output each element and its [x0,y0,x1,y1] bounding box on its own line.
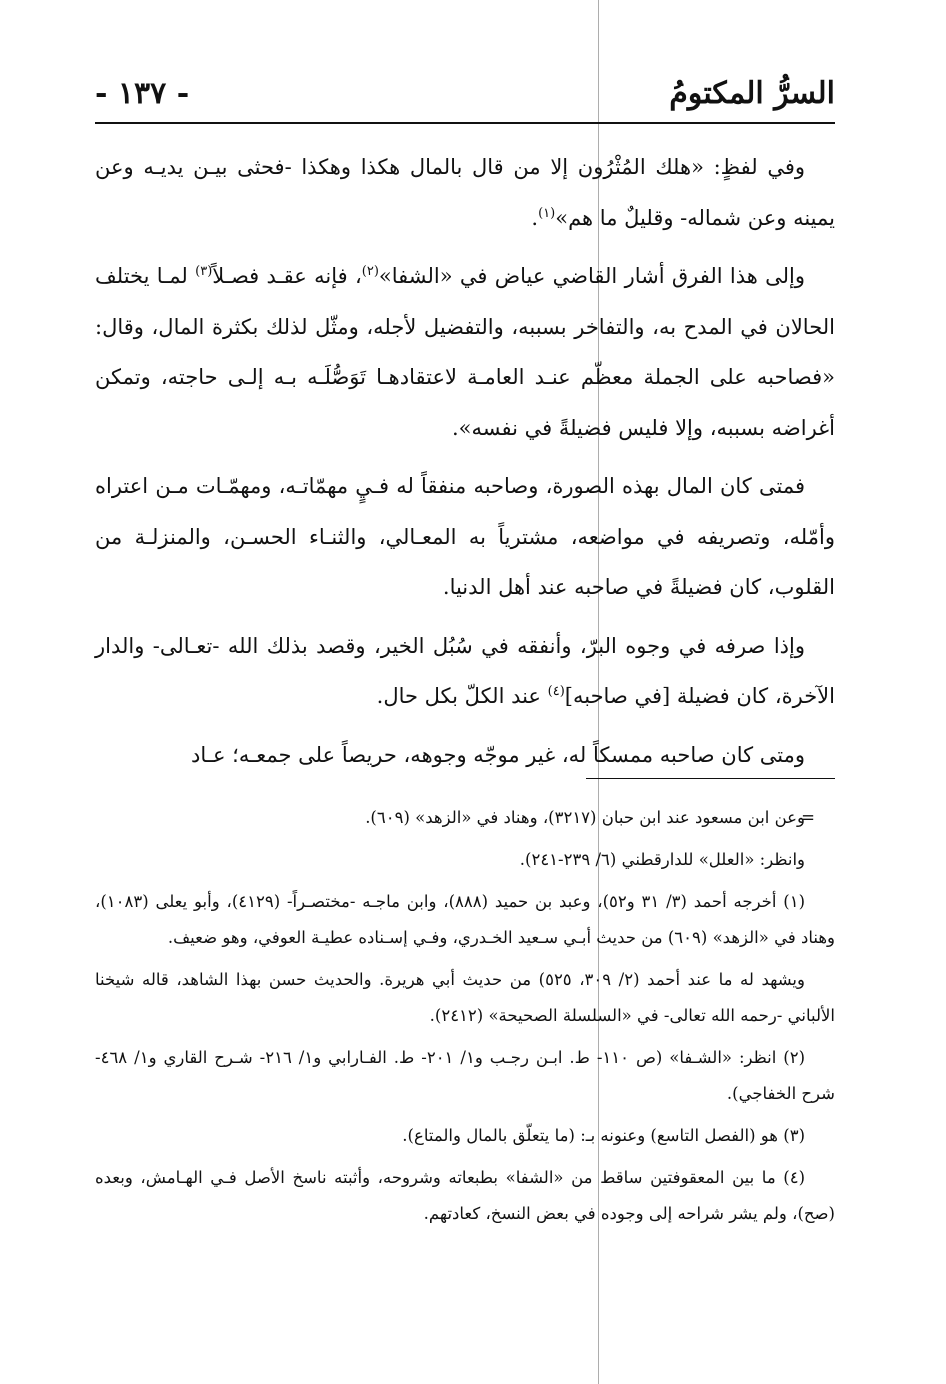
running-title: السرُّ المكتومُ [669,76,835,111]
paragraph-3: فمتى كان المال بهذه الصورة، وصاحبه منفقاً له فـيٍ مهمّاتـه، ومهمّـات مـن اعتراه وأمّله، وتصريفه في مواضعه، مشترياً به المعـالي، والثنـاء الحسـن، والمنزلـة من القلوب، كان فضيلةً في صاحبه عند أهل الدنيا. [95,474,835,599]
footnote-separator [586,778,835,779]
paragraph-4-text-b: عند الكلّ بكل حال. [376,684,548,708]
footnote-ref-4: (٤) [547,684,565,699]
paragraph-2-text-c: لمـا يختلف الحالان في المدح به، والتفاخر بسببه، والتفضيل لأجله، ومثّل لذلك بكثرة المال، وقال: «فصاحبه على الجملة معظّم عنـد العامـة لاعتقادهـا تَوَصُّلَـه بـه إلـى حاجته، وتمكن أغراضه بسببه، وإلا فليس فضيلةً في نفسه». [95,264,835,440]
paragraph-2-text-b: ، فإنه عقـد فصـلاً [212,264,362,288]
paragraph-5: ومتى كان صاحبه ممسكاً له، غير موجّه وجوهه، حريصاً على جمعـه؛ عـاد [191,742,805,767]
paragraph-4-text-a: وإذا صرفه في وجوه البرّ، وأنفقه في سُبُل الخير، وقصد بذلك الله -تعـالى- والدار الآخرة، كان فضيلة [في صاحبه] [95,633,835,708]
footnote-continuation-1-text: وعن ابن مسعود عند ابن حبان (٣٢١٧)، وهناد في «الزهد» (٦٠٩). [365,808,805,827]
paragraph-2 [95,251,835,453]
continuation-mark: = [801,808,815,827]
footnote-3: (٣) هو (الفصل التاسع) وعنونه بـ: (ما يتعلّق بالمال والمتاع). [402,1126,805,1145]
main-text [95,142,835,788]
page-header [95,70,835,124]
paragraph-2-text-a: وإلى هذا الفرق أشار القاضي عياض في «الشفا» [378,264,805,288]
footnote-ref-2: (٢) [361,264,379,279]
footnote-1: (١) أخرجه أحمد (٣/ ٣١ و٥٢)، وعبد بن حميد (٨٨٨)، وابن ماجـه -مختصـراً- (٤١٢٩)، وأبو يعلى (١٠٨٣)، وهناد في «الزهد» (٦٠٩) من حديث أبـي سـعيد الخـدري، وفـي إسـناده عطيـة العوفي، وهو ضعيف. [95,892,835,947]
paragraph-1-end: . [531,205,539,230]
footnote-1-continued: ويشهد له ما عند أحمد (٢/ ٣٠٩، ٥٢٥) من حديث أبي هريرة. والحديث حسن بهذا الشاهد، قاله شيخنا الألباني -رحمه الله تعالى- في «السلسلة الصحيحة» (٢٤١٢). [95,970,835,1025]
footnote-4: (٤) ما بين المعقوفتين ساقط من «الشفا» بطبعاته وشروحه، وأثبته ناسخ الأصل فـي الهـامش، وبعده (صح)، ولم يشر شراحه إلى وجوده في بعض النسخ، كعادتهم. [95,1168,835,1223]
page-number: - ١٣٧ - [95,76,190,111]
footnote-continuation-2: وانظر: «العلل» للدارقطني (٦/ ٢٣٩-٢٤١). [519,850,805,869]
paragraph-4 [95,621,835,722]
footnote-ref-1: (١) [538,205,556,221]
paragraph-1-text: وفي لفظٍ: «هلك المُثْرُون إلا من قال بالمال هكذا وهكذا -فحثى بيـن يديـه وعن يمينه وعن شماله- وقليلٌ ما هم» [95,155,835,230]
footnote-continuation-1 [95,800,835,836]
paragraph-1 [95,142,835,243]
footnote-ref-3: (٣) [195,264,213,279]
footnotes [95,800,835,1238]
footnote-2: (٢) انظر: «الشـفا» (ص ١١٠- ط. ابـن رجـب و١/ ٢٠١- ط. الفـارابي و١/ ٢١٦- شـرح القاري و١/ ٤٦٨- شرح الخفاجي). [95,1048,835,1103]
